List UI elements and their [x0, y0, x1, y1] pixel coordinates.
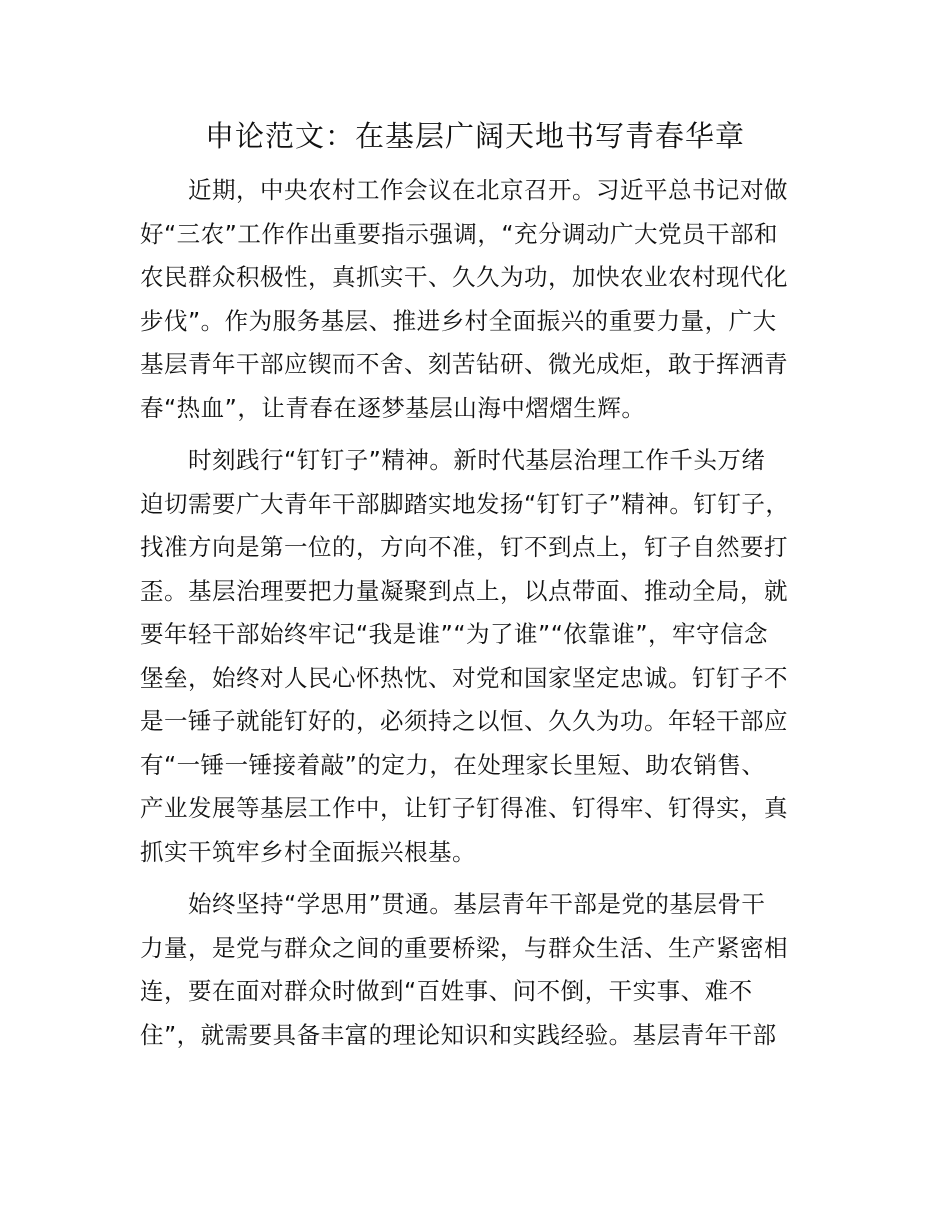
paragraph-line: 抓实干筑牢乡村全面振兴根基。 [140, 837, 476, 866]
paragraph-line: 好“三农”工作作出重要指示强调，“充分调动广大党员干部和 [140, 219, 779, 248]
paragraph-1 [140, 169, 820, 430]
paragraph-line: 要年轻干部始终牢记“我是谁”“为了谁”“依靠谁”，牢守信念 [140, 620, 769, 648]
paragraph-line: 基层青年干部应锲而不舍、刻苦钻研、微光成炬，敢于挥洒青 [140, 350, 788, 378]
paragraph-line: 农民群众积极性，真抓实干、久久为功，加快农业农村现代化 [140, 263, 788, 291]
paragraph-line: 步伐”。作为服务基层、推进乡村全面振兴的重要力量，广大 [140, 306, 777, 335]
paragraph-3 [140, 883, 820, 1057]
paragraph-line: 始终坚持“学思用”贯通。基层青年干部是党的基层骨干 [188, 890, 766, 918]
document-title: 申论范文：在基层广阔天地书写青春华章 [204, 119, 745, 153]
paragraph-2 [140, 439, 820, 874]
paragraph-line: 时刻践行“钉钉子”精神。新时代基层治理工作千头万绪 [188, 446, 766, 474]
paragraph-line: 迫切需要广大青年干部脚踏实地发扬“钉钉子”精神。钉钉子， [140, 489, 790, 518]
paragraph-line: 连，要在面对群众时做到“百姓事、问不倒，干实事、难不 [140, 977, 753, 1005]
paragraph-line: 住”，就需要具备丰富的理论知识和实践经验。基层青年干部 [140, 1020, 777, 1049]
paragraph-line: 力量，是党与群众之间的重要桥梁，与群众生活、生产紧密相 [140, 933, 788, 962]
paragraph-line: 近期，中央农村工作会议在北京召开。习近平总书记对做 [188, 176, 788, 204]
paragraph-line: 春“热血”，让青春在逐梦基层山海中熠熠生辉。 [140, 393, 646, 422]
paragraph-line: 有“一锤一锤接着敲”的定力，在处理家长里短、助农销售、 [140, 750, 766, 779]
paragraph-line: 堡垒，始终对人民心怀热忱、对党和国家坚定忠诚。钉钉子不 [140, 663, 788, 692]
paragraph-line: 是一锤子就能钉好的，必须持之以恒、久久为功。年轻干部应 [140, 707, 788, 735]
paragraph-line: 歪。基层治理要把力量凝聚到点上，以点带面、推动全局，就 [140, 576, 788, 605]
paragraph-line: 找准方向是第一位的，方向不准，钉不到点上，钉子自然要打 [140, 533, 788, 561]
paragraph-line: 产业发展等基层工作中，让钉子钉得准、钉得牢、钉得实，真 [140, 794, 788, 822]
